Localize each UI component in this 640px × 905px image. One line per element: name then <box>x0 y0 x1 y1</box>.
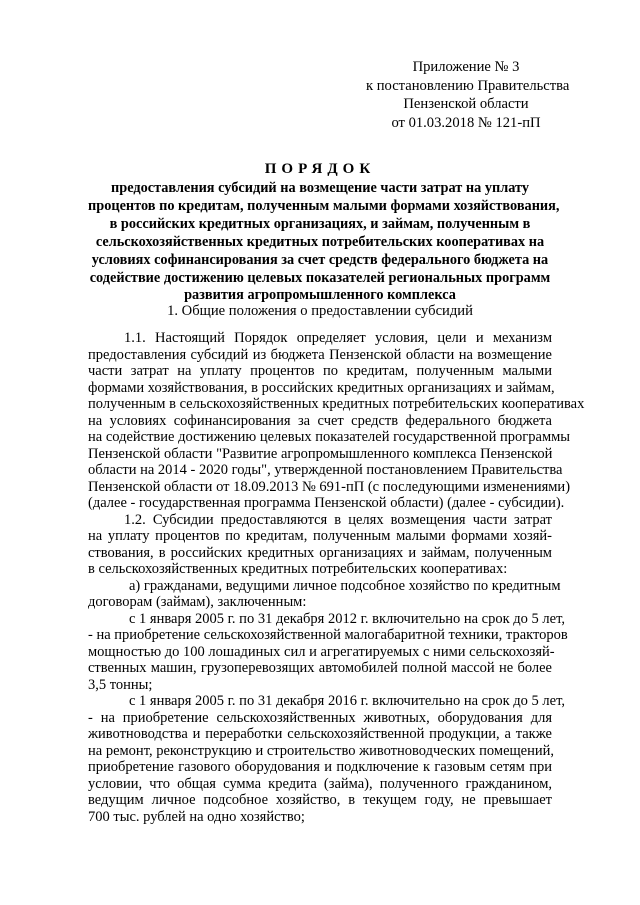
paragraph-line: животноводства и переработки сельскохозяйственной продукции, а также <box>88 726 552 742</box>
paragraph-line: приобретение газового оборудования и подключение к газовым сетям при <box>88 759 552 775</box>
paragraph-line: (далее - государственная программа Пензенской области) (далее - субсидии). <box>88 495 565 511</box>
paragraph-line: ведущим личное подсобное хозяйство, в текущем году, не превышает <box>88 792 552 808</box>
paragraph-line: Пензенской области от 18.09.2013 № 691-пП (с последующими изменениями) <box>88 478 571 495</box>
paragraph-line: условии, что общая сумма кредита (займа), полученного гражданином, <box>88 775 552 792</box>
subtitle-line: условиях софинансирования за счет средств федерального бюджета на <box>91 251 549 268</box>
paragraph-line: на условиях софинансирования за счет средств федерального бюджета <box>88 412 552 429</box>
paragraph-line: на содействие достижению целевых показателей государственной программы <box>88 429 571 445</box>
subtitle-line: в российских кредитных организациях, и займам, полученным в <box>109 215 531 232</box>
document-subtitle <box>88 180 560 305</box>
document-body <box>88 330 585 825</box>
subtitle-line: процентов по кредитам, полученным малыми формами хозяйствования, <box>88 197 560 214</box>
paragraph-line: области на 2014 - 2020 годы", утвержденной постановлением Правительства <box>88 462 563 478</box>
document-title: ПОРЯДОК <box>264 161 376 177</box>
paragraph-line: части затрат на уплату процентов по кредитам, полученным малыми <box>88 363 552 379</box>
paragraph-line: а) гражданами, ведущими личное подсобное хозяйство по кредитным <box>129 577 561 594</box>
paragraph-line: на ремонт, реконструкцию и строительство животноводческих помещений, <box>88 742 555 759</box>
annex-block <box>366 58 570 132</box>
paragraph-line: ственных машин, грузоперевозящих автомобилей полной массой не более <box>88 660 552 676</box>
subtitle-line: предоставления субсидий на возмещение части затрат на уплату <box>111 180 529 196</box>
paragraph-line: с 1 января 2005 г. по 31 декабря 2012 г. включительно на срок до 5 лет, <box>129 610 565 627</box>
paragraph-line: с 1 января 2005 г. по 31 декабря 2016 г. включительно на срок до 5 лет, <box>129 693 565 709</box>
paragraph-line: мощностью до 100 лошадиных сил и агрегатируемых с ними сельскохозяй- <box>88 643 555 660</box>
subtitle-line: сельскохозяйственных кредитных потребительских кооперативах на <box>95 233 545 250</box>
annex-line: Пензенской области <box>403 96 529 113</box>
annex-line: к постановлению Правительства <box>366 77 570 94</box>
paragraph-line: 3,5 тонны; <box>88 676 153 693</box>
paragraph-line: Пензенской области "Развитие агропромышленного комплекса Пензенской <box>88 445 553 462</box>
subtitle-line: содействие достижению целевых показателей региональных программ <box>89 269 551 286</box>
annex-line: от 01.03.2018 № 121-пП <box>391 114 541 131</box>
paragraph-line: формами хозяйствования, в российских кредитных организациях и займам, <box>88 379 555 396</box>
paragraph-line: - на приобретение сельскохозяйственной малогабаритной техники, тракторов <box>88 627 568 643</box>
paragraph-line: предоставления субсидий из бюджета Пензенской области на возмещение <box>88 346 552 363</box>
paragraph-line: 700 тыс. рублей на одно хозяйство; <box>88 808 305 825</box>
paragraph-line: в сельскохозяйственных кредитных потребительских кооперативах: <box>88 561 508 577</box>
paragraph-line: на уплату процентов по кредитам, полученным малыми формами хозяй- <box>88 528 552 544</box>
paragraph-line: ствования, в российских кредитных организациях и займам, полученным <box>88 544 552 561</box>
paragraph-line: 1.2. Субсидии предоставляются в целях возмещения части затрат <box>124 511 552 528</box>
section-heading: 1. Общие положения о предоставлении субсидий <box>167 303 473 319</box>
paragraph-line: полученным в сельскохозяйственных кредитных потребительских кооперативах <box>88 396 585 412</box>
paragraph-line: - на приобретение сельскохозяйственных животных, оборудования для <box>88 709 552 726</box>
paragraph-line: 1.1. Настоящий Порядок определяет условия, цели и механизм <box>124 330 552 346</box>
paragraph-line: договорам (займам), заключенным: <box>88 594 307 610</box>
subtitle-line: развития агропромышленного комплекса <box>184 287 456 304</box>
annex-line: Приложение № 3 <box>412 59 520 75</box>
